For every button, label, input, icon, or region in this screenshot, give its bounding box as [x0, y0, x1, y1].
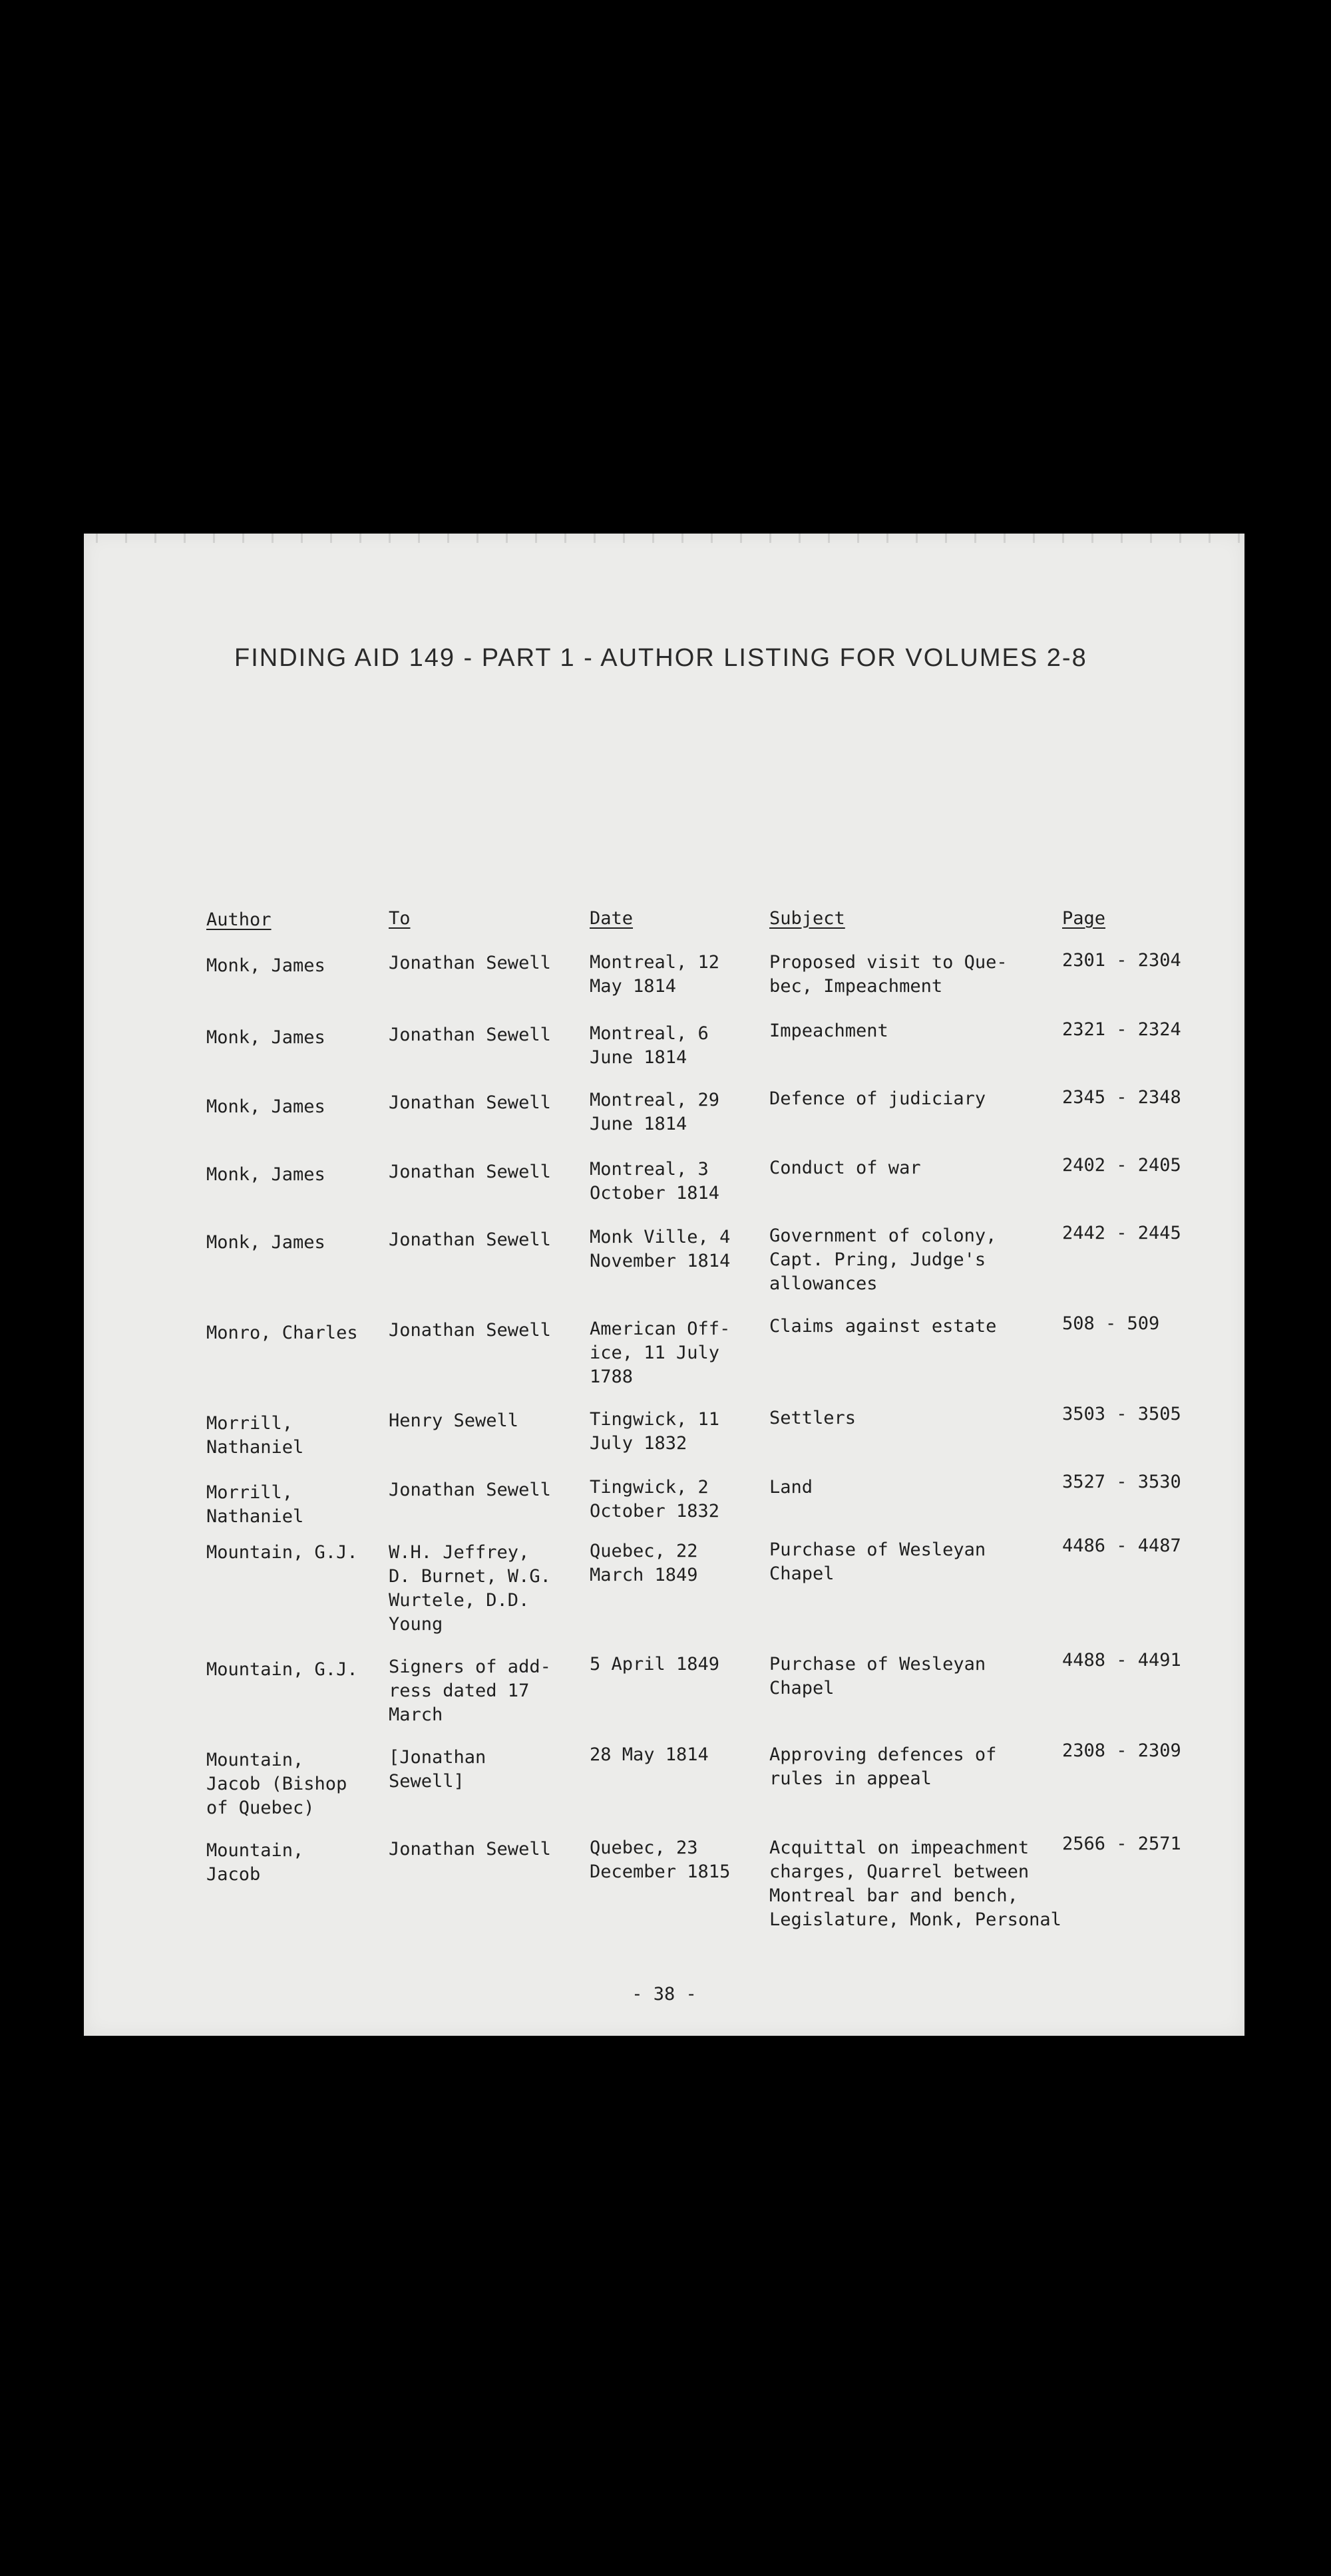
- row-4-to: Jonathan Sewell: [389, 1162, 551, 1182]
- row-6-subject: Claims against estate: [769, 1316, 997, 1337]
- row-7-author: Morrill, Nathaniel: [206, 1413, 304, 1458]
- row-8-to: Jonathan Sewell: [389, 1480, 551, 1500]
- row-6-to: Jonathan Sewell: [389, 1320, 551, 1341]
- header-to: To: [389, 908, 411, 929]
- row-1-page: 2301 - 2304: [1062, 950, 1181, 971]
- row-5-page: 2442 - 2445: [1062, 1223, 1181, 1243]
- row-12-author: Mountain, Jacob: [206, 1840, 304, 1885]
- row-9-date: Quebec, 22 March 1849: [590, 1541, 698, 1585]
- row-12-date: Quebec, 23 December 1815: [590, 1838, 731, 1882]
- row-10-subject: Purchase of Wesleyan Chapel: [769, 1654, 986, 1698]
- row-1-author: Monk, James: [206, 955, 325, 976]
- row-2-subject: Impeachment: [769, 1021, 888, 1041]
- header-date: Date: [590, 908, 634, 929]
- row-3-date: Montreal, 29 June 1814: [590, 1090, 720, 1134]
- row-5-date: Monk Ville, 4 November 1814: [590, 1227, 731, 1271]
- row-3-subject: Defence of judiciary: [769, 1088, 986, 1109]
- row-5-subject: Government of colony, Capt. Pring, Judge's allowances: [769, 1225, 997, 1294]
- row-10-date: 5 April 1849: [590, 1654, 720, 1675]
- row-2-to: Jonathan Sewell: [389, 1025, 551, 1045]
- row-12-to: Jonathan Sewell: [389, 1839, 551, 1859]
- page-number: - 38 -: [632, 1984, 697, 2005]
- row-12-subject: Acquittal on impeachment charges, Quarrel between Montreal bar and bench, Legislature, Monk, Personal: [769, 1838, 1061, 1930]
- row-7-date: Tingwick, 11 July 1832: [590, 1409, 720, 1454]
- row-9-author: Mountain, G.J.: [206, 1542, 358, 1563]
- row-9-subject: Purchase of Wesleyan Chapel: [769, 1539, 986, 1584]
- row-9-page: 4486 - 4487: [1062, 1535, 1181, 1556]
- document-page: [84, 534, 1244, 2036]
- row-11-to: [Jonathan Sewell]: [389, 1747, 486, 1792]
- row-4-page: 2402 - 2405: [1062, 1155, 1181, 1176]
- row-2-author: Monk, James: [206, 1027, 325, 1048]
- row-10-author: Mountain, G.J.: [206, 1659, 358, 1680]
- row-7-to: Henry Sewell: [389, 1410, 519, 1431]
- row-10-page: 4488 - 4491: [1062, 1650, 1181, 1671]
- row-3-to: Jonathan Sewell: [389, 1092, 551, 1113]
- row-6-page: 508 - 509: [1062, 1313, 1160, 1334]
- row-9-to: W.H. Jeffrey, D. Burnet, W.G. Wurtele, D.D. Young: [389, 1542, 551, 1635]
- row-6-author: Monro, Charles: [206, 1323, 358, 1343]
- row-5-author: Monk, James: [206, 1232, 325, 1253]
- row-5-to: Jonathan Sewell: [389, 1229, 551, 1250]
- header-author: Author: [206, 909, 272, 930]
- page-title: FINDING AID 149 - PART 1 - AUTHOR LISTING FOR VOLUMES 2-8: [234, 644, 1087, 672]
- row-2-page: 2321 - 2324: [1062, 1019, 1181, 1040]
- row-12-page: 2566 - 2571: [1062, 1834, 1181, 1854]
- row-4-date: Montreal, 3 October 1814: [590, 1159, 720, 1204]
- row-11-page: 2308 - 2309: [1062, 1740, 1181, 1761]
- row-8-author: Morrill, Nathaniel: [206, 1482, 304, 1527]
- row-4-author: Monk, James: [206, 1164, 325, 1185]
- row-11-subject: Approving defences of rules in appeal: [769, 1744, 997, 1789]
- row-8-subject: Land: [769, 1477, 813, 1498]
- row-1-subject: Proposed visit to Que- bec, Impeachment: [769, 952, 1008, 997]
- header-page: Page: [1062, 908, 1106, 929]
- header-subject: Subject: [769, 908, 845, 929]
- row-1-to: Jonathan Sewell: [389, 953, 551, 973]
- row-11-date: 28 May 1814: [590, 1744, 709, 1765]
- row-3-author: Monk, James: [206, 1096, 325, 1117]
- row-8-page: 3527 - 3530: [1062, 1472, 1181, 1492]
- row-7-subject: Settlers: [769, 1408, 856, 1428]
- row-11-author: Mountain, Jacob (Bishop of Quebec): [206, 1750, 347, 1818]
- row-3-page: 2345 - 2348: [1062, 1087, 1181, 1108]
- row-7-page: 3503 - 3505: [1062, 1404, 1181, 1424]
- row-1-date: Montreal, 12 May 1814: [590, 952, 720, 997]
- row-2-date: Montreal, 6 June 1814: [590, 1023, 709, 1068]
- row-8-date: Tingwick, 2 October 1832: [590, 1477, 720, 1522]
- scan-edge-artifact: [84, 534, 1244, 543]
- row-10-to: Signers of add- ress dated 17 March: [389, 1657, 551, 1725]
- row-6-date: American Off- ice, 11 July 1788: [590, 1319, 731, 1387]
- row-4-subject: Conduct of war: [769, 1158, 921, 1178]
